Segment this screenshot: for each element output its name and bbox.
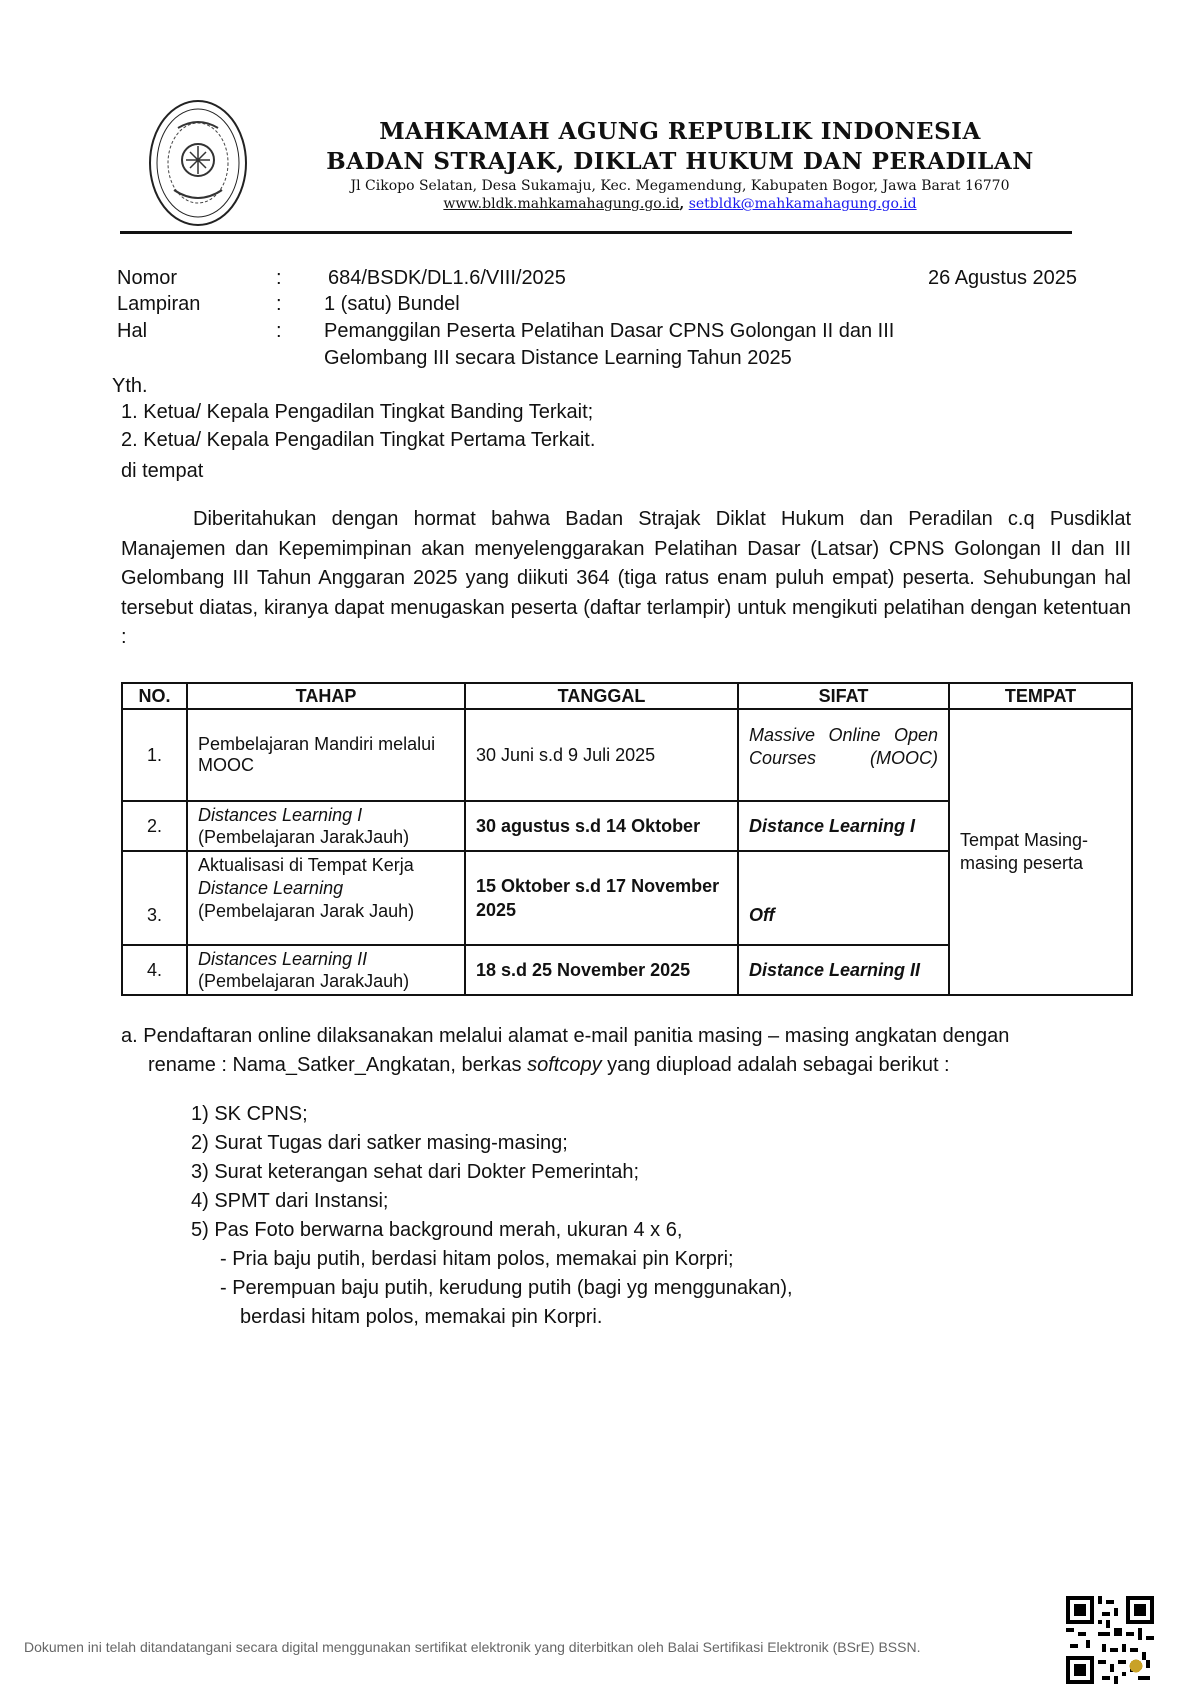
- registration-line1: a. Pendaftaran online dilaksanakan melalui alamat e-mail panitia masing – masing angkatan dengan: [121, 1025, 1010, 1047]
- table-row: [122, 709, 1132, 801]
- row2-sifat: Distance Learning I: [738, 801, 949, 851]
- requirement-item: 1) SK CPNS;: [191, 1103, 308, 1125]
- requirement-subitem: - Pria baju putih, berdasi hitam polos, memakai pin Korpri;: [220, 1248, 734, 1270]
- row2-tahap-title: Distances Learning I: [198, 805, 363, 825]
- lampiran-colon: :: [276, 293, 282, 315]
- recipient-1: 1. Ketua/ Kepala Pengadilan Tingkat Banding Terkait;: [121, 401, 594, 423]
- website-link[interactable]: www.bldk.mahkamahagung.go.id: [443, 196, 680, 212]
- row4-no: 4.: [122, 945, 187, 995]
- yth: Yth.: [112, 375, 148, 397]
- row1-no: 1.: [122, 709, 187, 801]
- row4-tanggal: 18 s.d 25 November 2025: [465, 945, 738, 995]
- hal-colon: :: [276, 320, 282, 342]
- row4-tahap-sub: (Pembelajaran JarakJauh): [198, 971, 410, 991]
- org-address: Jl Cikopo Selatan, Desa Sukamaju, Kec. Megamendung, Kabupaten Bogor, Jawa Barat 16770: [350, 178, 1010, 194]
- row1-tahap: Pembelajaran Mandiri melalui MOOC: [187, 709, 465, 801]
- body-paragraph: Diberitahukan dengan hormat bahwa Badan Strajak Diklat Hukum dan Peradilan c.q Pusdiklat Manajemen dan Kepemimpinan akan menyelenggarakan Pelatihan Dasar (Latsar) CPNS Golongan II dan III Gelombang III Tahun Anggaran 2025 yang diikuti 364 (tiga ratus enam puluh empat) peserta. Sehubungan hal tersebut diatas, kiranya dapat menugaskan peserta (daftar terlampir) untuk mengikuti pelatihan dengan ketentuan :: [121, 508, 1131, 648]
- table-header-row: [122, 683, 1132, 709]
- requirement-subitem: - Perempuan baju putih, kerudung putih (bagi yg menggunakan),: [220, 1277, 793, 1299]
- org-contact: [260, 196, 1100, 212]
- requirement-item: 2) Surat Tugas dari satker masing-masing;: [191, 1132, 568, 1154]
- tempat-cell: Tempat Masing-masing peserta: [949, 709, 1132, 995]
- hal-line2: Gelombang III secara Distance Learning Tahun 2025: [324, 347, 792, 369]
- header-tanggal: TANGGAL: [465, 683, 738, 709]
- digital-signature-note: Dokumen ini telah ditandatangani secara digital menggunakan sertifikat elektronik yang diterbitkan oleh Balai Sertifikasi Elektronik (BSrE) BSSN.: [24, 1639, 921, 1655]
- letterhead-divider: [120, 231, 1072, 234]
- requirement-subitem-cont: berdasi hitam polos, memakai pin Korpri.: [240, 1306, 603, 1328]
- row2-tahap: [187, 801, 465, 851]
- row4-tahap: [187, 945, 465, 995]
- row3-tahap-mode: Distance Learning: [198, 878, 344, 898]
- lampiran-value: 1 (satu) Bundel: [324, 293, 460, 315]
- row1-sifat: Massive Online Open Courses (MOOC): [738, 709, 949, 801]
- email-link[interactable]: setbldk@mahkamahagung.go.id: [688, 196, 917, 212]
- requirement-item: 3) Surat keterangan sehat dari Dokter Pemerintah;: [191, 1161, 640, 1183]
- header-tahap: TAHAP: [187, 683, 465, 709]
- letter-date: 26 Agustus 2025: [928, 267, 1078, 289]
- row3-tahap-title: Aktualisasi di Tempat Kerja: [198, 855, 414, 875]
- row1-tanggal: 30 Juni s.d 9 Juli 2025: [465, 709, 738, 801]
- lampiran-label: Lampiran: [117, 293, 201, 315]
- contact-separator: ,: [679, 196, 685, 212]
- row3-no: 3.: [122, 851, 187, 945]
- header-no: NO.: [122, 683, 187, 709]
- qr-code-icon: [1066, 1596, 1154, 1684]
- schedule-table: [121, 682, 1133, 996]
- nomor-label: Nomor: [117, 267, 178, 289]
- header-sifat: SIFAT: [738, 683, 949, 709]
- row3-tanggal: 15 Oktober s.d 17 November 2025: [465, 851, 738, 945]
- recipient-place: di tempat: [121, 460, 204, 482]
- row4-sifat: Distance Learning II: [738, 945, 949, 995]
- row2-tanggal: 30 agustus s.d 14 Oktober: [465, 801, 738, 851]
- registration-line2: rename : Nama_Satker_Angkatan, berkas softcopy yang diupload adalah sebagai berikut :: [148, 1054, 950, 1076]
- row2-no: 2.: [122, 801, 187, 851]
- org-name-line2: BADAN STRAJAK, DIKLAT HUKUM DAN PERADILAN: [326, 148, 1034, 175]
- row3-tahap: [187, 851, 465, 945]
- row3-tahap-sub: (Pembelajaran Jarak Jauh): [198, 901, 415, 921]
- hal-line1: Pemanggilan Peserta Pelatihan Dasar CPNS Golongan II dan III: [324, 320, 895, 342]
- header-tempat: TEMPAT: [949, 683, 1132, 709]
- org-name-line1: MAHKAMAH AGUNG REPUBLIK INDONESIA: [379, 118, 981, 145]
- requirement-item: 4) SPMT dari Instansi;: [191, 1190, 389, 1212]
- nomor-colon: :: [276, 267, 282, 289]
- row4-tahap-title: Distances Learning II: [198, 949, 368, 969]
- recipient-2: 2. Ketua/ Kepala Pengadilan Tingkat Pertama Terkait.: [121, 429, 596, 451]
- hal-label: Hal: [117, 320, 148, 342]
- mahkamah-agung-seal-logo: [148, 98, 248, 228]
- row2-tahap-sub: (Pembelajaran JarakJauh): [198, 827, 410, 847]
- row3-sifat: Off: [738, 851, 949, 945]
- requirement-item: 5) Pas Foto berwarna background merah, ukuran 4 x 6,: [191, 1219, 683, 1241]
- nomor-value: 684/BSDK/DL1.6/VIII/2025: [328, 267, 566, 289]
